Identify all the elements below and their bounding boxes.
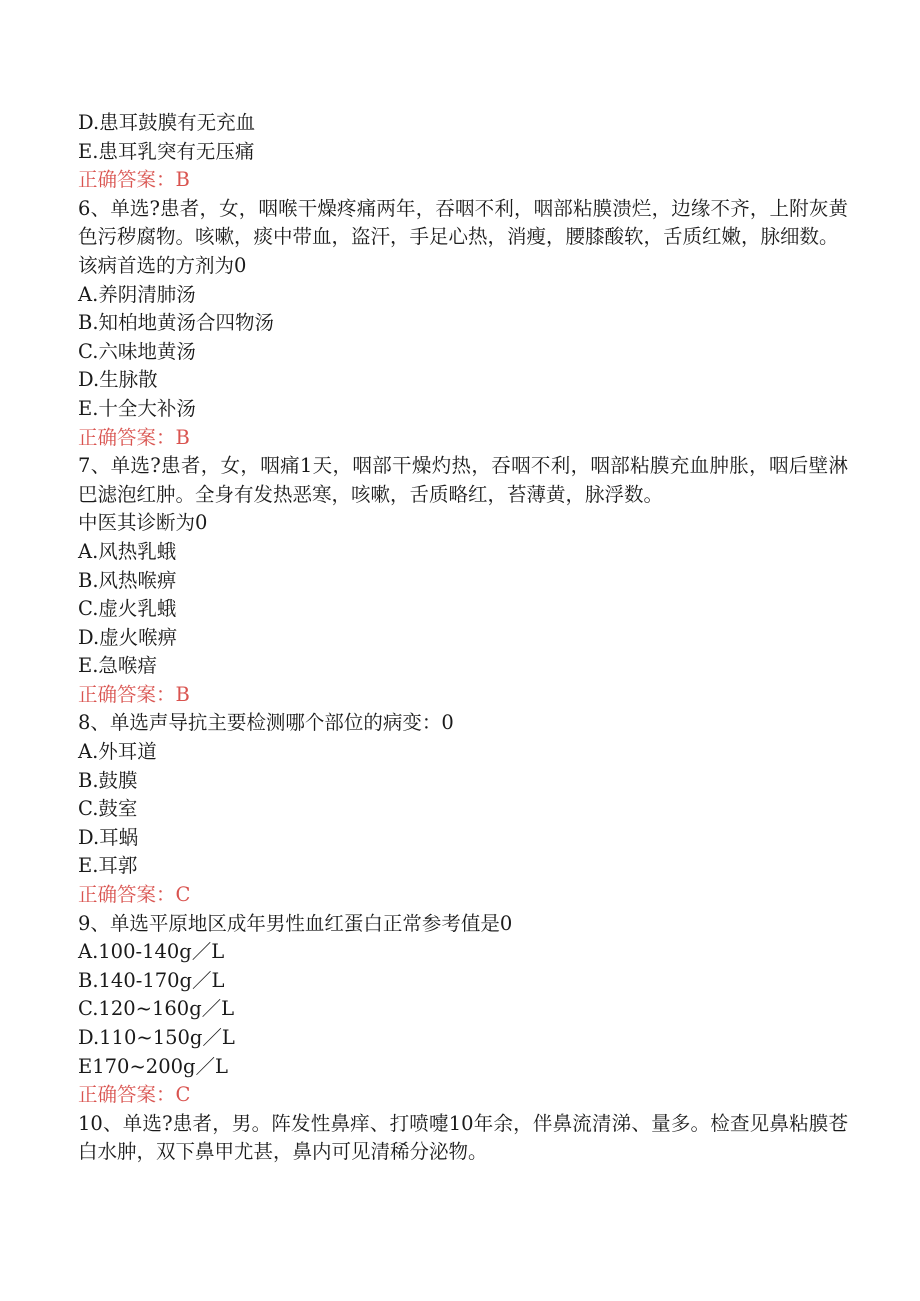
text-line: D.生脉散 — [78, 368, 158, 392]
text-line: E.十全大补汤 — [78, 396, 196, 420]
text-line: 8、单选声导抗主要检测哪个部位的病变：0 — [78, 711, 454, 735]
answer-line: 正确答案：C — [78, 1083, 191, 1107]
text-line: D.耳蜗 — [78, 825, 139, 849]
answer-line: 正确答案：B — [78, 425, 190, 449]
text-line: B.知柏地黄汤合四物汤 — [78, 311, 275, 335]
question-stem: 6、单选?患者，女，咽喉干燥疼痛两年，吞咽不利，咽部粘膜溃烂，边缘不齐，上附灰黄色污秽腐物。咳嗽，痰中带血，盗汗，手足心热，消瘦，腰膝酸软，舌质红嫩，脉细数。 — [78, 196, 848, 249]
text-line: A.风热乳蛾 — [78, 539, 177, 563]
text-line: B.风热喉痹 — [78, 568, 177, 592]
text-line: E.急喉瘖 — [78, 654, 157, 678]
text-line: A.外耳道 — [78, 740, 157, 764]
question-stem: 10、单选?患者，男。阵发性鼻痒、打喷嚏10年余，伴鼻流清涕、量多。检查见鼻粘膜苍白水肿，双下鼻甲尤甚，鼻内可见清稀分泌物。 — [78, 1111, 848, 1164]
text-line: C.120~160g／L — [78, 997, 235, 1021]
answer-line: 正确答案：B — [78, 168, 190, 192]
text-line: E170~200g／L — [78, 1054, 228, 1078]
text-line: B.鼓膜 — [78, 768, 138, 792]
answer-line: 正确答案：B — [78, 682, 190, 706]
question-stem: 7、单选?患者，女，咽痛1天，咽部干燥灼热，吞咽不利，咽部粘膜充血肿胀，咽后壁淋巴滤泡红肿。全身有发热恶寒，咳嗽，舌质略红，苔薄黄，脉浮数。 — [78, 454, 848, 506]
text-line: D.110~150g／L — [78, 1026, 235, 1049]
text-line: 9、单选平原地区成年男性血红蛋白正常参考值是0 — [78, 911, 513, 935]
text-line: C.六味地黄汤 — [78, 339, 196, 363]
document-body — [78, 109, 848, 1167]
text-line: 该病首选的方剂为0 — [78, 253, 247, 277]
text-line: A.养阴清肺汤 — [78, 282, 196, 306]
text-line: C.虚火乳蛾 — [78, 597, 177, 621]
text-line: A.100-140g／L — [78, 940, 225, 964]
text-line: D.虚火喉痹 — [78, 625, 178, 649]
answer-line: 正确答案：C — [78, 883, 191, 907]
text-line: D.患耳鼓膜有无充血 — [78, 111, 256, 134]
text-line: E.患耳乳突有无压痛 — [78, 139, 255, 163]
text-line: 中医其诊断为0 — [78, 511, 208, 535]
text-line: B.140-170g／L — [78, 968, 225, 992]
text-line: E.耳郭 — [78, 854, 138, 878]
text-line: C.鼓室 — [78, 797, 138, 821]
